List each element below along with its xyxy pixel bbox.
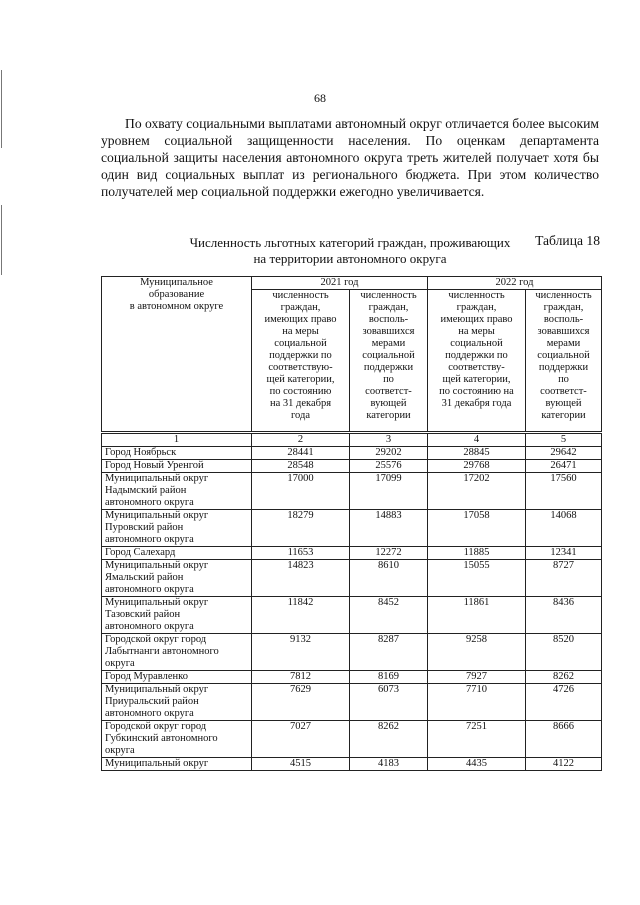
table-cell-value: 17560 bbox=[526, 473, 602, 510]
table-row bbox=[102, 473, 602, 510]
column-number: 4 bbox=[428, 433, 526, 447]
column-number: 5 bbox=[526, 433, 602, 447]
table-cell-value: 29768 bbox=[428, 460, 526, 473]
table-cell-value: 8727 bbox=[526, 560, 602, 597]
table-row bbox=[102, 634, 602, 671]
table-cell-value: 8262 bbox=[350, 721, 428, 758]
municipality-name: Муниципальный округ Надымский район автономного округа bbox=[102, 473, 252, 510]
table-cell-value: 4726 bbox=[526, 684, 602, 721]
municipality-name: Город Ноябрьск bbox=[102, 447, 252, 460]
table-cell-value: 11653 bbox=[252, 547, 350, 560]
table-cell-value: 8287 bbox=[350, 634, 428, 671]
municipality-name: Город Салехард bbox=[102, 547, 252, 560]
table-cell-value: 28845 bbox=[428, 447, 526, 460]
table-cell-value: 8666 bbox=[526, 721, 602, 758]
table-cell-value: 4122 bbox=[526, 758, 602, 771]
municipality-name: Город Новый Уренгой bbox=[102, 460, 252, 473]
table-header-row bbox=[102, 277, 602, 290]
table-cell-value: 4515 bbox=[252, 758, 350, 771]
column-number-row bbox=[102, 433, 602, 447]
table-cell-value: 17099 bbox=[350, 473, 428, 510]
header-municipality: Муниципальное образование в автономном округе bbox=[102, 277, 252, 433]
table-cell-value: 11861 bbox=[428, 597, 526, 634]
table-title bbox=[101, 235, 599, 267]
table-cell-value: 28548 bbox=[252, 460, 350, 473]
municipality-name: Городской округ город Лабытнанги автономного округа bbox=[102, 634, 252, 671]
municipality-name: Город Муравленко bbox=[102, 671, 252, 684]
table-cell-value: 14883 bbox=[350, 510, 428, 547]
table-row bbox=[102, 597, 602, 634]
table-cell-value: 8610 bbox=[350, 560, 428, 597]
table-cell-value: 7629 bbox=[252, 684, 350, 721]
table-row bbox=[102, 721, 602, 758]
table-title-line-1: Численность льготных категорий граждан, проживающих bbox=[189, 235, 511, 250]
table-cell-value: 11842 bbox=[252, 597, 350, 634]
table-cell-value: 12341 bbox=[526, 547, 602, 560]
table-cell-value: 14823 bbox=[252, 560, 350, 597]
header-entitled-2021: численность граждан, имеющих право на меры социальной поддержки по соответствую- щей категории, по состоянию на 31 декабря года bbox=[252, 290, 350, 433]
table-cell-value: 12272 bbox=[350, 547, 428, 560]
table-label: Таблица 18 bbox=[535, 233, 600, 248]
table-row bbox=[102, 671, 602, 684]
municipality-name: Муниципальный округ Пуровский район автономного округа bbox=[102, 510, 252, 547]
table-cell-value: 28441 bbox=[252, 447, 350, 460]
table-cell-value: 9258 bbox=[428, 634, 526, 671]
municipality-name: Муниципальный округ Тазовский район автономного округа bbox=[102, 597, 252, 634]
municipality-name: Городской округ город Губкинский автономного округа bbox=[102, 721, 252, 758]
table-cell-value: 7812 bbox=[252, 671, 350, 684]
header-used-2021: численность граждан, восполь- зовавшихся мерами социальной поддержки по соответст- вующей категории bbox=[350, 290, 428, 433]
table-cell-value: 15055 bbox=[428, 560, 526, 597]
table-cell-value: 4435 bbox=[428, 758, 526, 771]
header-entitled-2022: численность граждан, имеющих право на меры социальной поддержки по соответству- щей категории, по состоянию на 31 декабря года bbox=[428, 290, 526, 433]
table-row bbox=[102, 447, 602, 460]
header-year-2022: 2022 год bbox=[428, 277, 602, 290]
table-cell-value: 8436 bbox=[526, 597, 602, 634]
header-used-2022: численность граждан, восполь- зовавшихся мерами социальной поддержки по соответст- вующей категории bbox=[526, 290, 602, 433]
table-row bbox=[102, 510, 602, 547]
column-number: 2 bbox=[252, 433, 350, 447]
municipality-name: Муниципальный округ Приуральский район автономного округа bbox=[102, 684, 252, 721]
table-cell-value: 7027 bbox=[252, 721, 350, 758]
table-cell-value: 8169 bbox=[350, 671, 428, 684]
table-cell-value: 18279 bbox=[252, 510, 350, 547]
table-cell-value: 17000 bbox=[252, 473, 350, 510]
table-cell-value: 8452 bbox=[350, 597, 428, 634]
table-cell-value: 9132 bbox=[252, 634, 350, 671]
column-number: 3 bbox=[350, 433, 428, 447]
table-row bbox=[102, 560, 602, 597]
table-row bbox=[102, 547, 602, 560]
page-number: 68 bbox=[314, 91, 326, 105]
page-edge-mark-top bbox=[1, 70, 2, 148]
table-cell-value: 7710 bbox=[428, 684, 526, 721]
table-cell-value: 4183 bbox=[350, 758, 428, 771]
beneficiaries-table bbox=[101, 276, 602, 771]
table-cell-value: 7927 bbox=[428, 671, 526, 684]
page-edge-mark-bottom bbox=[1, 205, 2, 275]
table-cell-value: 17058 bbox=[428, 510, 526, 547]
table-cell-value: 7251 bbox=[428, 721, 526, 758]
table-cell-value: 11885 bbox=[428, 547, 526, 560]
table-row bbox=[102, 758, 602, 771]
table-cell-value: 25576 bbox=[350, 460, 428, 473]
table-cell-value: 29202 bbox=[350, 447, 428, 460]
header-year-2021: 2021 год bbox=[252, 277, 428, 290]
column-number: 1 bbox=[102, 433, 252, 447]
table-cell-value: 14068 bbox=[526, 510, 602, 547]
table-cell-value: 17202 bbox=[428, 473, 526, 510]
table-cell-value: 26471 bbox=[526, 460, 602, 473]
table-cell-value: 6073 bbox=[350, 684, 428, 721]
table-row bbox=[102, 684, 602, 721]
body-paragraph: По охвату социальными выплатами автономный округ отличается более высоким уровнем социальной защищенности населения. По оценкам департамента социальной защиты населения автономного округа треть жителей получает хотя бы один вид социальных выплат из регионального бюджета. При этом количество получателей мер социальной поддержки ежегодно увеличивается. bbox=[101, 116, 599, 199]
municipality-name: Муниципальный округ Ямальский район автономного округа bbox=[102, 560, 252, 597]
table-title-line-2: на территории автономного округа bbox=[253, 251, 447, 266]
table-cell-value: 8520 bbox=[526, 634, 602, 671]
table-cell-value: 8262 bbox=[526, 671, 602, 684]
municipality-name: Муниципальный округ bbox=[102, 758, 252, 771]
table-row bbox=[102, 460, 602, 473]
table-cell-value: 29642 bbox=[526, 447, 602, 460]
